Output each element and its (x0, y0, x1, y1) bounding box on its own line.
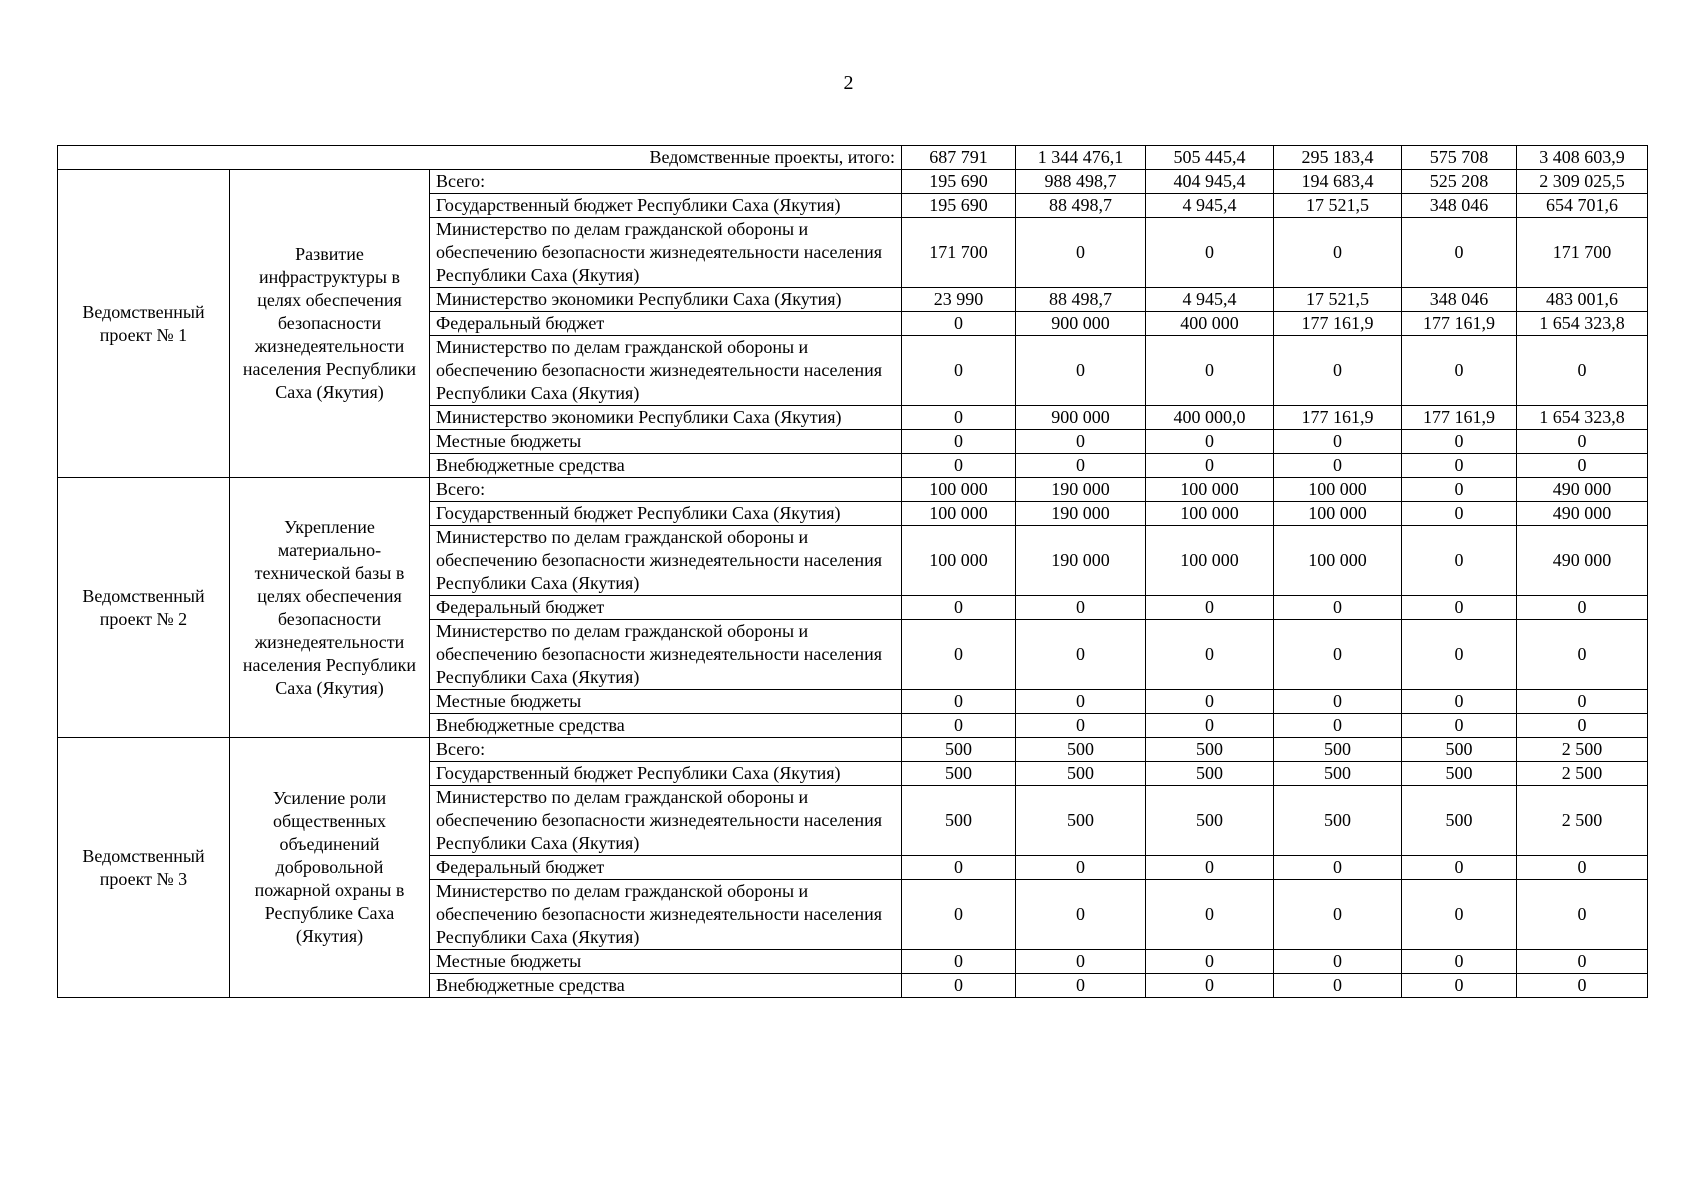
funding-value: 348 046 (1402, 194, 1517, 218)
funding-value: 177 161,9 (1274, 406, 1402, 430)
funding-value: 0 (1146, 714, 1274, 738)
funding-source-label: Местные бюджеты (430, 690, 902, 714)
funding-source-label: Министерство по делам гражданской обороны и обеспечению безопасности жизнедеятельности населения Республики Саха (Якутия) (430, 620, 902, 690)
project-description: Усиление роли общественных объединений добровольной пожарной охраны в Республике Саха (Якутия) (230, 738, 430, 998)
funding-value: 177 161,9 (1402, 406, 1517, 430)
funding-source-label: Местные бюджеты (430, 950, 902, 974)
funding-value: 0 (1016, 430, 1146, 454)
funding-value: 4 945,4 (1146, 194, 1274, 218)
total-value: 575 708 (1402, 146, 1517, 170)
funding-value: 0 (1016, 596, 1146, 620)
funding-value: 500 (1146, 762, 1274, 786)
funding-value: 2 500 (1517, 738, 1648, 762)
funding-value: 0 (1274, 336, 1402, 406)
table-row (58, 170, 1648, 194)
funding-value: 0 (1517, 856, 1648, 880)
funding-value: 0 (1517, 974, 1648, 998)
funding-value: 100 000 (1274, 478, 1402, 502)
funding-source-label: Государственный бюджет Республики Саха (Якутия) (430, 502, 902, 526)
funding-value: 0 (1402, 336, 1517, 406)
funding-value: 0 (1146, 690, 1274, 714)
funding-value: 0 (1402, 690, 1517, 714)
funding-value: 0 (1016, 620, 1146, 690)
funding-source-label: Государственный бюджет Республики Саха (Якутия) (430, 194, 902, 218)
funding-value: 17 521,5 (1274, 288, 1402, 312)
budget-table (57, 145, 1648, 998)
funding-value: 0 (902, 690, 1016, 714)
funding-value: 0 (1146, 856, 1274, 880)
project-name: Ведомственный проект № 1 (58, 170, 230, 478)
funding-value: 500 (1274, 786, 1402, 856)
funding-value: 2 500 (1517, 762, 1648, 786)
funding-value: 88 498,7 (1016, 288, 1146, 312)
total-value: 687 791 (902, 146, 1016, 170)
funding-value: 525 208 (1402, 170, 1517, 194)
funding-value: 194 683,4 (1274, 170, 1402, 194)
funding-value: 0 (1402, 430, 1517, 454)
funding-value: 0 (1517, 336, 1648, 406)
funding-value: 400 000 (1146, 312, 1274, 336)
funding-value: 0 (1146, 974, 1274, 998)
funding-value: 404 945,4 (1146, 170, 1274, 194)
table-row (58, 738, 1648, 762)
total-value: 295 183,4 (1274, 146, 1402, 170)
funding-value: 0 (902, 406, 1016, 430)
funding-value: 500 (1402, 738, 1517, 762)
funding-value: 0 (1274, 856, 1402, 880)
funding-value: 88 498,7 (1016, 194, 1146, 218)
funding-value: 0 (1274, 714, 1402, 738)
total-value: 1 344 476,1 (1016, 146, 1146, 170)
funding-value: 171 700 (902, 218, 1016, 288)
funding-value: 500 (1146, 738, 1274, 762)
funding-value: 100 000 (902, 502, 1016, 526)
funding-value: 0 (902, 880, 1016, 950)
funding-value: 0 (902, 856, 1016, 880)
funding-value: 0 (902, 596, 1016, 620)
funding-value: 0 (1402, 218, 1517, 288)
funding-value: 490 000 (1517, 502, 1648, 526)
funding-value: 190 000 (1016, 502, 1146, 526)
funding-value: 0 (1517, 430, 1648, 454)
funding-value: 0 (1016, 336, 1146, 406)
funding-value: 988 498,7 (1016, 170, 1146, 194)
funding-value: 0 (1016, 454, 1146, 478)
page-number: 2 (843, 72, 854, 94)
funding-source-label: Внебюджетные средства (430, 454, 902, 478)
funding-value: 0 (1517, 880, 1648, 950)
funding-value: 1 654 323,8 (1517, 312, 1648, 336)
funding-value: 0 (1016, 218, 1146, 288)
funding-value: 0 (902, 336, 1016, 406)
funding-value: 0 (902, 974, 1016, 998)
funding-value: 900 000 (1016, 406, 1146, 430)
funding-value: 17 521,5 (1274, 194, 1402, 218)
funding-value: 0 (1402, 526, 1517, 596)
funding-value: 0 (1402, 856, 1517, 880)
funding-source-label: Министерство экономики Республики Саха (Якутия) (430, 406, 902, 430)
funding-value: 0 (1016, 880, 1146, 950)
funding-value: 4 945,4 (1146, 288, 1274, 312)
funding-value: 177 161,9 (1402, 312, 1517, 336)
funding-value: 2 309 025,5 (1517, 170, 1648, 194)
total-row (58, 146, 1648, 170)
funding-value: 500 (902, 762, 1016, 786)
funding-value: 500 (1402, 786, 1517, 856)
funding-source-label: Министерство по делам гражданской обороны и обеспечению безопасности жизнедеятельности населения Республики Саха (Якутия) (430, 786, 902, 856)
funding-value: 100 000 (1274, 526, 1402, 596)
funding-value: 0 (1402, 502, 1517, 526)
funding-value: 0 (902, 714, 1016, 738)
funding-value: 0 (1016, 714, 1146, 738)
funding-value: 500 (1016, 762, 1146, 786)
funding-value: 0 (1016, 974, 1146, 998)
funding-value: 0 (1016, 690, 1146, 714)
funding-source-label: Министерство по делам гражданской обороны и обеспечению безопасности жизнедеятельности населения Республики Саха (Якутия) (430, 526, 902, 596)
funding-source-label: Всего: (430, 170, 902, 194)
funding-value: 0 (1016, 950, 1146, 974)
funding-value: 0 (1146, 596, 1274, 620)
funding-value: 0 (902, 430, 1016, 454)
funding-value: 0 (1016, 856, 1146, 880)
funding-value: 500 (902, 738, 1016, 762)
funding-value: 500 (1274, 762, 1402, 786)
funding-source-label: Министерство по делам гражданской обороны и обеспечению безопасности жизнедеятельности населения Республики Саха (Якутия) (430, 880, 902, 950)
funding-value: 0 (1274, 454, 1402, 478)
funding-value: 190 000 (1016, 526, 1146, 596)
funding-value: 400 000,0 (1146, 406, 1274, 430)
funding-value: 2 500 (1517, 786, 1648, 856)
funding-source-label: Государственный бюджет Республики Саха (Якутия) (430, 762, 902, 786)
total-value: 3 408 603,9 (1517, 146, 1648, 170)
funding-value: 0 (902, 620, 1016, 690)
funding-source-label: Федеральный бюджет (430, 856, 902, 880)
funding-value: 500 (1016, 786, 1146, 856)
funding-value: 0 (1274, 974, 1402, 998)
funding-value: 0 (1517, 714, 1648, 738)
funding-value: 500 (1274, 738, 1402, 762)
funding-value: 0 (1274, 596, 1402, 620)
funding-value: 0 (1517, 620, 1648, 690)
funding-value: 0 (1274, 620, 1402, 690)
funding-value: 0 (1517, 690, 1648, 714)
funding-value: 0 (1274, 950, 1402, 974)
funding-value: 0 (902, 312, 1016, 336)
funding-value: 0 (1146, 218, 1274, 288)
funding-value: 490 000 (1517, 526, 1648, 596)
funding-value: 100 000 (1274, 502, 1402, 526)
funding-source-label: Местные бюджеты (430, 430, 902, 454)
project-name: Ведомственный проект № 3 (58, 738, 230, 998)
project-name: Ведомственный проект № 2 (58, 478, 230, 738)
funding-value: 23 990 (902, 288, 1016, 312)
funding-source-label: Внебюджетные средства (430, 714, 902, 738)
funding-value: 490 000 (1517, 478, 1648, 502)
funding-value: 177 161,9 (1274, 312, 1402, 336)
funding-value: 0 (1274, 690, 1402, 714)
funding-value: 0 (1146, 950, 1274, 974)
table-row (58, 478, 1648, 502)
funding-value: 0 (1402, 950, 1517, 974)
funding-value: 100 000 (1146, 526, 1274, 596)
funding-source-label: Министерство по делам гражданской обороны и обеспечению безопасности жизнедеятельности населения Республики Саха (Якутия) (430, 336, 902, 406)
budget-table-body (58, 146, 1648, 998)
funding-value: 0 (1146, 620, 1274, 690)
funding-value: 171 700 (1517, 218, 1648, 288)
funding-value: 190 000 (1016, 478, 1146, 502)
funding-value: 500 (902, 786, 1016, 856)
funding-value: 195 690 (902, 194, 1016, 218)
funding-value: 500 (1402, 762, 1517, 786)
funding-value: 0 (902, 454, 1016, 478)
funding-value: 0 (1146, 430, 1274, 454)
funding-value: 0 (1274, 880, 1402, 950)
funding-value: 0 (1146, 880, 1274, 950)
funding-value: 0 (902, 950, 1016, 974)
funding-source-label: Федеральный бюджет (430, 596, 902, 620)
total-row-label: Ведомственные проекты, итого: (58, 146, 902, 170)
funding-value: 0 (1402, 974, 1517, 998)
funding-source-label: Внебюджетные средства (430, 974, 902, 998)
funding-value: 0 (1146, 454, 1274, 478)
funding-source-label: Всего: (430, 738, 902, 762)
funding-value: 100 000 (1146, 502, 1274, 526)
funding-value: 1 654 323,8 (1517, 406, 1648, 430)
funding-value: 100 000 (1146, 478, 1274, 502)
funding-value: 0 (1517, 950, 1648, 974)
funding-value: 900 000 (1016, 312, 1146, 336)
funding-value: 0 (1146, 336, 1274, 406)
funding-value: 500 (1146, 786, 1274, 856)
funding-value: 0 (1517, 454, 1648, 478)
funding-value: 100 000 (902, 478, 1016, 502)
funding-source-label: Министерство экономики Республики Саха (Якутия) (430, 288, 902, 312)
funding-value: 195 690 (902, 170, 1016, 194)
funding-value: 348 046 (1402, 288, 1517, 312)
funding-value: 100 000 (902, 526, 1016, 596)
funding-value: 0 (1274, 218, 1402, 288)
funding-value: 654 701,6 (1517, 194, 1648, 218)
project-description: Укрепление материально-технической базы в целях обеспечения безопасности жизнедеятельности населения Республики Саха (Якутия) (230, 478, 430, 738)
funding-value: 0 (1402, 620, 1517, 690)
funding-value: 0 (1402, 478, 1517, 502)
funding-value: 0 (1402, 714, 1517, 738)
funding-value: 0 (1402, 880, 1517, 950)
funding-value: 483 001,6 (1517, 288, 1648, 312)
funding-source-label: Министерство по делам гражданской обороны и обеспечению безопасности жизнедеятельности населения Республики Саха (Якутия) (430, 218, 902, 288)
funding-value: 500 (1016, 738, 1146, 762)
total-value: 505 445,4 (1146, 146, 1274, 170)
funding-value: 0 (1274, 430, 1402, 454)
funding-value: 0 (1402, 596, 1517, 620)
funding-value: 0 (1402, 454, 1517, 478)
funding-value: 0 (1517, 596, 1648, 620)
funding-source-label: Всего: (430, 478, 902, 502)
project-description: Развитие инфраструктуры в целях обеспечения безопасности жизнедеятельности населения Республики Саха (Якутия) (230, 170, 430, 478)
funding-source-label: Федеральный бюджет (430, 312, 902, 336)
